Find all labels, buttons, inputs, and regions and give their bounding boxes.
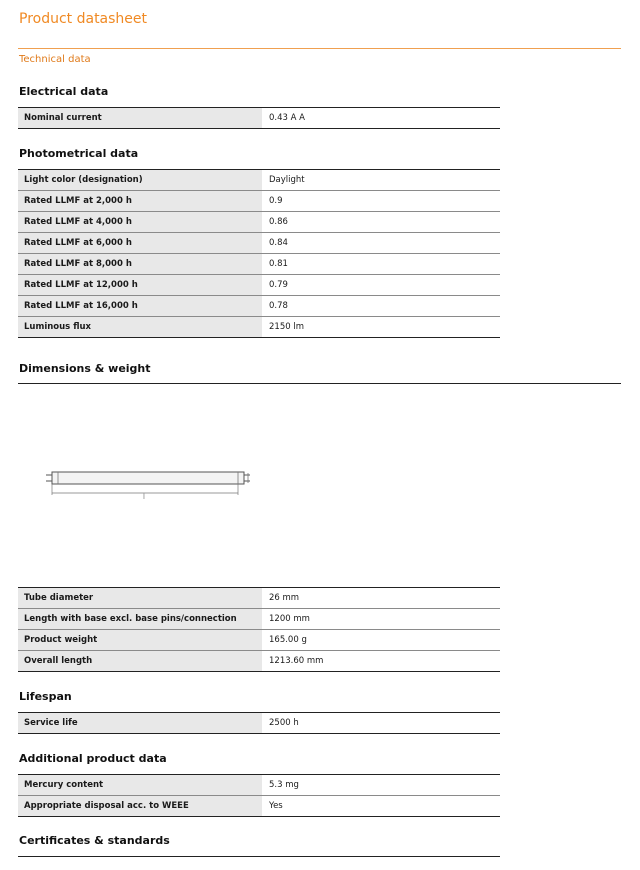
spec-label: Rated LLMF at 8,000 h: [18, 254, 263, 275]
table-row: [18, 233, 500, 254]
spec-value: 0.84: [263, 233, 501, 254]
spec-label: Tube diameter: [18, 588, 263, 609]
spec-value: 0.9: [263, 191, 501, 212]
dimensions-heading: Dimensions & weight: [19, 362, 151, 375]
table-row: [18, 588, 500, 609]
spec-value: 1213.60 mm: [263, 651, 501, 672]
spec-value: Daylight: [263, 170, 501, 191]
spec-label: Service life: [18, 713, 263, 734]
table-row: [18, 191, 500, 212]
spec-value: 1200 mm: [263, 609, 501, 630]
table-row: [18, 108, 500, 129]
table-row: [18, 775, 500, 796]
photometrical-data-table: [18, 169, 500, 338]
spec-label: Rated LLMF at 4,000 h: [18, 212, 263, 233]
spec-label: Product weight: [18, 630, 263, 651]
spec-value: 2500 h: [263, 713, 501, 734]
dimension-label: l: [143, 493, 145, 501]
table-row: [18, 275, 500, 296]
spec-value: 165.00 g: [263, 630, 501, 651]
title-divider: [18, 48, 621, 49]
tube-dimension-drawing: [46, 468, 252, 502]
spec-value: 0.79: [263, 275, 501, 296]
lifespan-heading: Lifespan: [19, 690, 72, 703]
electrical-data-table: [18, 107, 500, 129]
page-title: Product datasheet: [19, 11, 148, 27]
spec-value: 0.86: [263, 212, 501, 233]
certificates-heading: Certificates & standards: [19, 834, 170, 847]
electrical-data-heading: Electrical data: [19, 85, 109, 98]
spec-value: 26 mm: [263, 588, 501, 609]
certificates-divider: [18, 856, 500, 857]
spec-value: 0.78: [263, 296, 501, 317]
spec-label: Length with base excl. base pins/connection: [18, 609, 263, 630]
photometrical-data-heading: Photometrical data: [19, 147, 139, 160]
spec-value: 5.3 mg: [263, 775, 501, 796]
table-row: [18, 317, 500, 338]
dimensions-table: [18, 587, 500, 672]
additional-data-table: [18, 774, 500, 817]
spec-value: Yes: [263, 796, 501, 817]
spec-label: Overall length: [18, 651, 263, 672]
table-row: [18, 796, 500, 817]
spec-value: 2150 lm: [263, 317, 501, 338]
spec-value: 0.43 A A: [263, 108, 501, 129]
table-row: [18, 713, 500, 734]
additional-data-heading: Additional product data: [19, 752, 167, 765]
spec-label: Rated LLMF at 6,000 h: [18, 233, 263, 254]
table-row: [18, 254, 500, 275]
spec-label: Nominal current: [18, 108, 263, 129]
table-row: [18, 212, 500, 233]
lifespan-table: [18, 712, 500, 734]
table-row: [18, 170, 500, 191]
spec-label: Rated LLMF at 12,000 h: [18, 275, 263, 296]
table-row: [18, 609, 500, 630]
spec-label: Rated LLMF at 2,000 h: [18, 191, 263, 212]
table-row: [18, 296, 500, 317]
spec-value: 0.81: [263, 254, 501, 275]
technical-data-label: Technical data: [19, 54, 91, 65]
spec-label: Rated LLMF at 16,000 h: [18, 296, 263, 317]
spec-label: Mercury content: [18, 775, 263, 796]
dimensions-divider: [18, 383, 621, 384]
table-row: [18, 630, 500, 651]
table-row: [18, 651, 500, 672]
spec-label: Light color (designation): [18, 170, 263, 191]
spec-label: Luminous flux: [18, 317, 263, 338]
spec-label: Appropriate disposal acc. to WEEE: [18, 796, 263, 817]
